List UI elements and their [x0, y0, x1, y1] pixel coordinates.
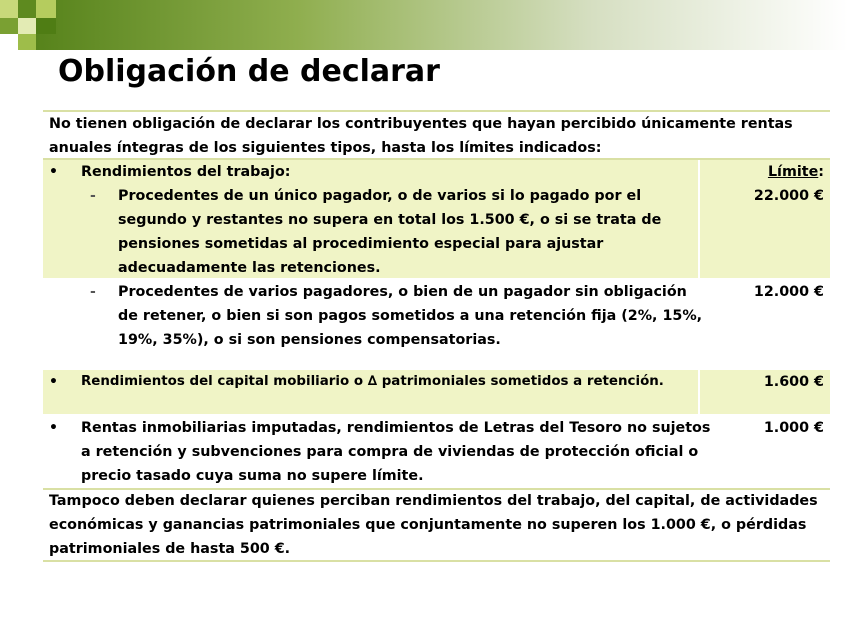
dash: - [90, 284, 96, 300]
bullet: • [49, 164, 58, 180]
decor-square-8 [0, 34, 18, 50]
row-capital-income [43, 370, 830, 414]
row-work-income [43, 158, 830, 278]
header-gradient-bar [0, 0, 848, 50]
sub-item-2-text: Procedentes de varios pagadores, o bien de un pagador sin obligación de retener, o bien si son pagos sometidos a una retención fija (2%, 15%, 19%, 35%), o si son pensiones compensatorias. [118, 284, 703, 348]
bullet: • [49, 420, 58, 436]
real-estate-limit: 1.000 € [763, 420, 824, 436]
sub-item-1-text: Procedentes de un único pagador, o de varios si lo pagado por el segundo y restantes no supera en total los 1.500 €, o si se trata de pensiones sometidas al procedimiento especial para ajustar adecuadamente las retenciones. [118, 188, 662, 276]
decor-square-6 [36, 18, 56, 34]
footer-text: Tampoco deben declarar quienes perciban rendimientos del trabajo, del capital, de actividades económicas y ganancias patrimoniales que conjuntamente no superen los 1.000 €, o pérdidas patrimoniales de hasta 500 €. [49, 493, 818, 557]
sub-item-2-limit: 12.000 € [753, 284, 824, 300]
page-title: Obligación de declarar [58, 54, 440, 89]
bullet: • [49, 374, 58, 390]
decor-square-7 [18, 34, 36, 50]
dash: - [90, 188, 96, 204]
capital-income-limit: 1.600 € [763, 374, 824, 390]
decor-square-4 [0, 18, 18, 34]
work-income-label: Rendimientos del trabajo: [81, 164, 291, 180]
decor-square-2 [18, 0, 36, 18]
decor-square-5 [18, 18, 36, 34]
capital-income-label: Rendimientos del capital mobiliario o ∆ patrimoniales sometidos a retención. [81, 374, 664, 389]
real-estate-text: Rentas inmobiliarias imputadas, rendimientos de Letras del Tesoro no sujetos a retención y subvenciones para compra de viviendas de protección oficial o precio tasado cuya suma no supere límite. [81, 420, 711, 484]
declaration-table [43, 110, 830, 562]
row-real-estate-income [43, 414, 830, 488]
intro-row [43, 110, 830, 158]
row-work-sub-2 [43, 278, 830, 370]
decor-square-3 [36, 0, 56, 18]
intro-text: No tienen obligación de declarar los contribuyentes que hayan percibido únicamente rentas anuales íntegras de los siguientes tipos, hasta los límites indicados: [49, 116, 793, 156]
sub-item-1-limit: 22.000 € [753, 188, 824, 204]
decor-square-1 [0, 0, 18, 18]
footer-row [43, 488, 830, 562]
limit-header: Límite: [767, 164, 824, 180]
